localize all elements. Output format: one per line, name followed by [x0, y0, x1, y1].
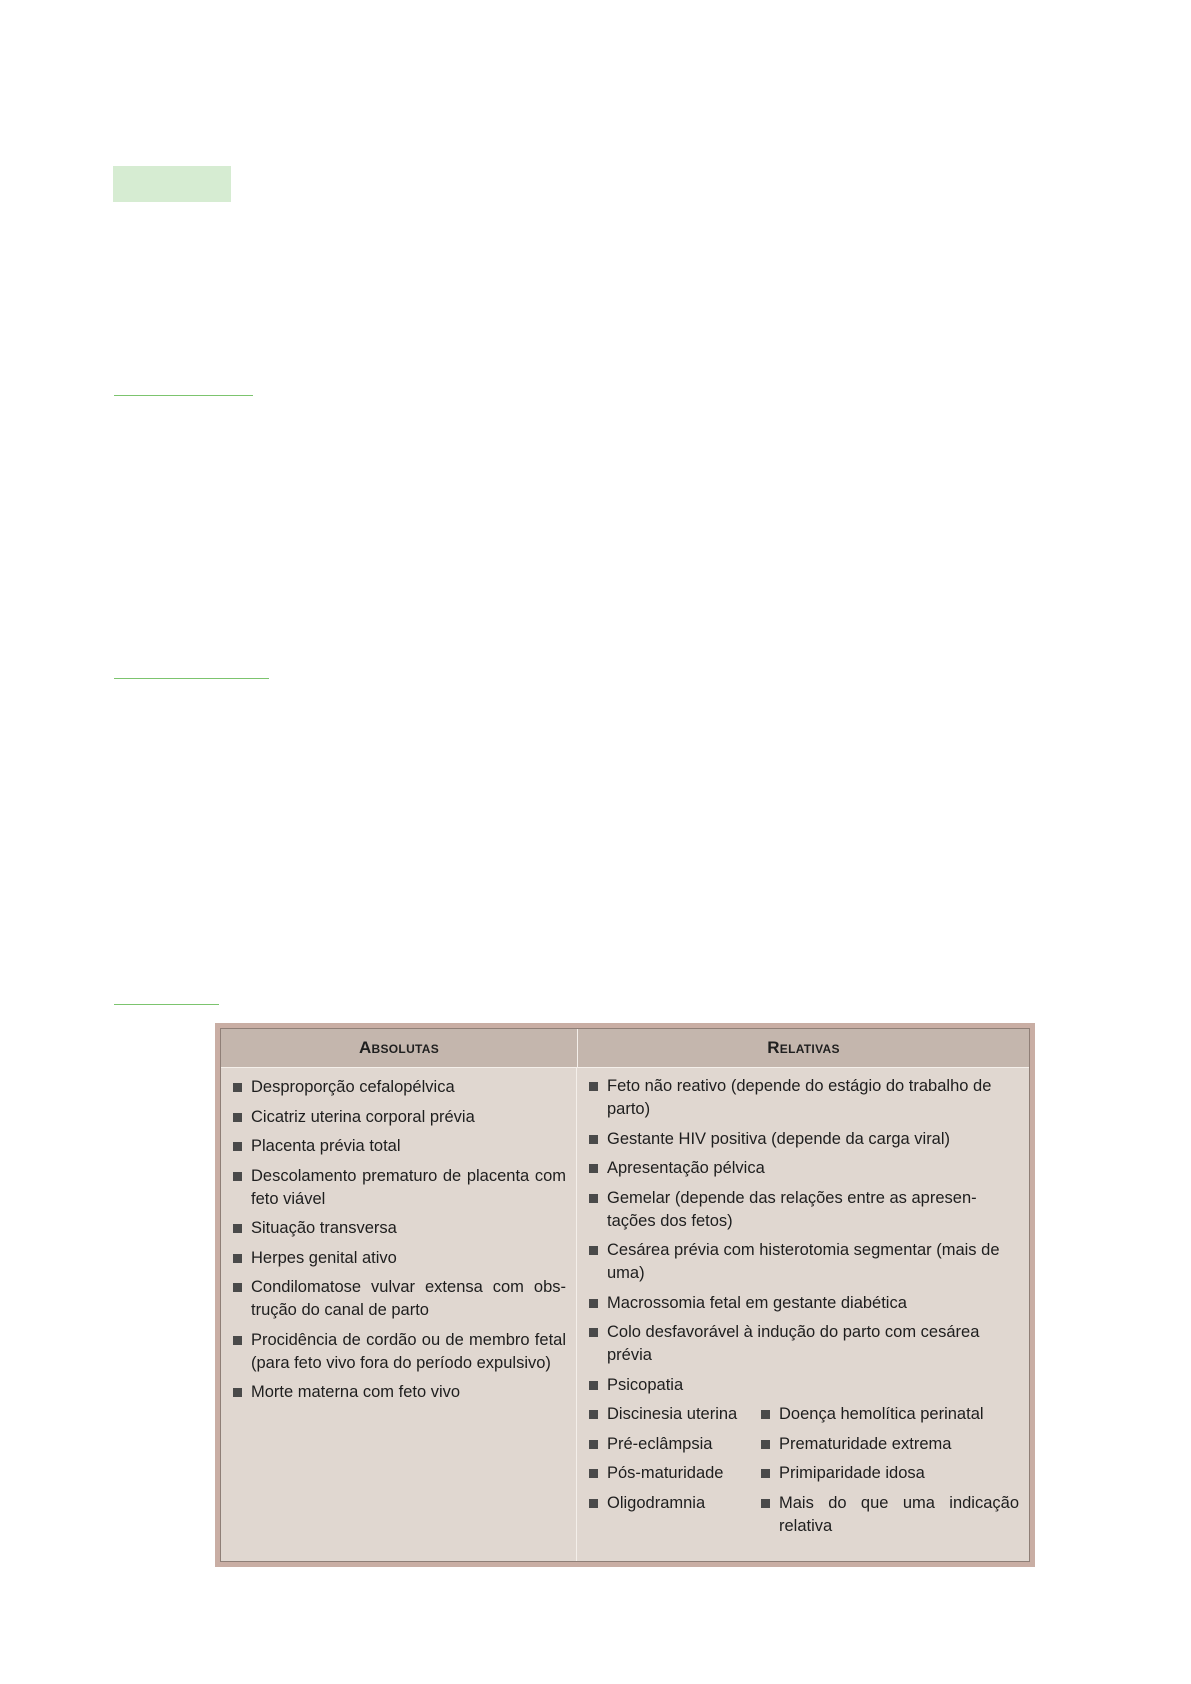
absolutas-item: [233, 1217, 566, 1240]
square-bullet-icon: [233, 1172, 242, 1181]
absolutas-list: [233, 1076, 566, 1404]
relativas-item: [589, 1321, 1019, 1367]
list-item-text: Mais do que uma indicação relativa: [779, 1493, 1019, 1535]
relativas-item: [589, 1157, 1019, 1180]
table-header-row: [221, 1029, 1029, 1068]
relativas-item: [589, 1239, 1019, 1285]
relativas-item: [761, 1433, 1019, 1456]
relativas-item: [589, 1374, 1019, 1397]
absolutas-item: [233, 1329, 566, 1375]
relativas-item: [589, 1187, 1019, 1233]
square-bullet-icon: [761, 1499, 770, 1508]
section-underline-1: [114, 395, 253, 396]
relativas-list: [589, 1075, 1019, 1397]
header-relativas: Relativas: [767, 1038, 840, 1057]
relativas-item: [589, 1403, 761, 1426]
list-item-text: Primiparidade idosa: [779, 1464, 925, 1482]
list-item-text: Morte materna com feto vivo: [251, 1383, 461, 1401]
relativas-item: [589, 1433, 761, 1456]
header-absolutas: Absolutas: [221, 1029, 578, 1067]
absolutas-item: [233, 1076, 566, 1099]
square-bullet-icon: [761, 1440, 770, 1449]
indications-table: [215, 1023, 1035, 1567]
square-bullet-icon: [233, 1388, 242, 1397]
square-bullet-icon: [589, 1082, 598, 1091]
list-item-text: Placenta prévia total: [251, 1137, 401, 1155]
square-bullet-icon: [761, 1410, 770, 1419]
list-item-text: Gemelar (depende das relações entre as apresen-tações dos fetos): [607, 1188, 977, 1230]
relativas-column: [577, 1068, 1029, 1561]
absolutas-column: [221, 1068, 577, 1561]
relativas-list-a: [589, 1403, 761, 1544]
list-item-text: Gestante HIV positiva (depende da carga viral): [607, 1129, 951, 1148]
square-bullet-icon: [233, 1142, 242, 1151]
list-item-text: Cesárea prévia com histerotomia segmentar (mais de uma): [607, 1241, 1000, 1282]
absolutas-item: [233, 1247, 566, 1270]
square-bullet-icon: [233, 1283, 242, 1292]
square-bullet-icon: [589, 1164, 598, 1173]
square-bullet-icon: [589, 1135, 598, 1144]
relativas-item: [589, 1492, 761, 1515]
square-bullet-icon: [589, 1440, 598, 1449]
table-body: [221, 1068, 1029, 1561]
absolutas-item: [233, 1135, 566, 1158]
square-bullet-icon: [233, 1224, 242, 1233]
relativas-item: [589, 1462, 761, 1485]
list-item-text: Situação transversa: [251, 1219, 397, 1237]
list-item-text: Psicopatia: [607, 1375, 684, 1394]
list-item-text: Colo desfavorável à indução do parto com cesárea prévia: [607, 1323, 980, 1364]
square-bullet-icon: [761, 1469, 770, 1478]
relativas-item: [589, 1075, 1019, 1121]
list-item-text: Condilomatose vulvar extensa com obs-trução do canal de parto: [251, 1278, 566, 1319]
absolutas-item: [233, 1276, 566, 1322]
square-bullet-icon: [589, 1194, 598, 1203]
square-bullet-icon: [589, 1328, 598, 1337]
list-item-text: Discinesia uterina: [607, 1405, 738, 1423]
list-item-text: Pré-eclâmpsia: [607, 1434, 713, 1453]
table-inner: [220, 1028, 1030, 1562]
relativas-list-b: [761, 1403, 1019, 1544]
list-item-text: Prematuridade extrema: [779, 1434, 952, 1453]
square-bullet-icon: [589, 1246, 598, 1255]
list-item-text: Oligodramnia: [607, 1493, 706, 1512]
list-item-text: Desproporção cefalopélvica: [251, 1078, 455, 1096]
square-bullet-icon: [589, 1299, 598, 1308]
relativas-item: [589, 1292, 1019, 1315]
list-item-text: Herpes genital ativo: [251, 1248, 397, 1267]
list-item-text: Procidência de cordão ou de membro fetal (para feto vivo fora do período expulsivo): [251, 1330, 566, 1372]
absolutas-item: [233, 1381, 566, 1404]
square-bullet-icon: [589, 1381, 598, 1390]
absolutas-item: [233, 1106, 566, 1129]
list-item-text: Doença hemolítica perinatal: [779, 1405, 984, 1423]
square-bullet-icon: [233, 1083, 242, 1092]
square-bullet-icon: [233, 1254, 242, 1263]
list-item-text: Feto não reativo (depende do estágio do trabalho de parto): [607, 1077, 992, 1118]
section-underline-3: [114, 1004, 219, 1005]
square-bullet-icon: [589, 1410, 598, 1419]
square-bullet-icon: [589, 1469, 598, 1478]
list-item-text: Cicatriz uterina corporal prévia: [251, 1107, 475, 1126]
list-item-text: Descolamento prematuro de placenta com feto viável: [251, 1166, 566, 1208]
square-bullet-icon: [233, 1336, 242, 1345]
list-item-text: Macrossomia fetal em gestante diabética: [607, 1293, 907, 1312]
relativas-two-column: [589, 1403, 1019, 1544]
relativas-item: [589, 1128, 1019, 1151]
square-bullet-icon: [233, 1113, 242, 1122]
list-item-text: Pós-maturidade: [607, 1464, 724, 1482]
relativas-item: [761, 1462, 1019, 1485]
relativas-item: [761, 1492, 1019, 1538]
section-underline-2: [114, 678, 269, 679]
list-item-text: Apresentação pélvica: [607, 1159, 765, 1177]
relativas-item: [761, 1403, 1019, 1426]
square-bullet-icon: [589, 1499, 598, 1508]
absolutas-item: [233, 1165, 566, 1211]
green-highlight-box: [113, 166, 231, 202]
